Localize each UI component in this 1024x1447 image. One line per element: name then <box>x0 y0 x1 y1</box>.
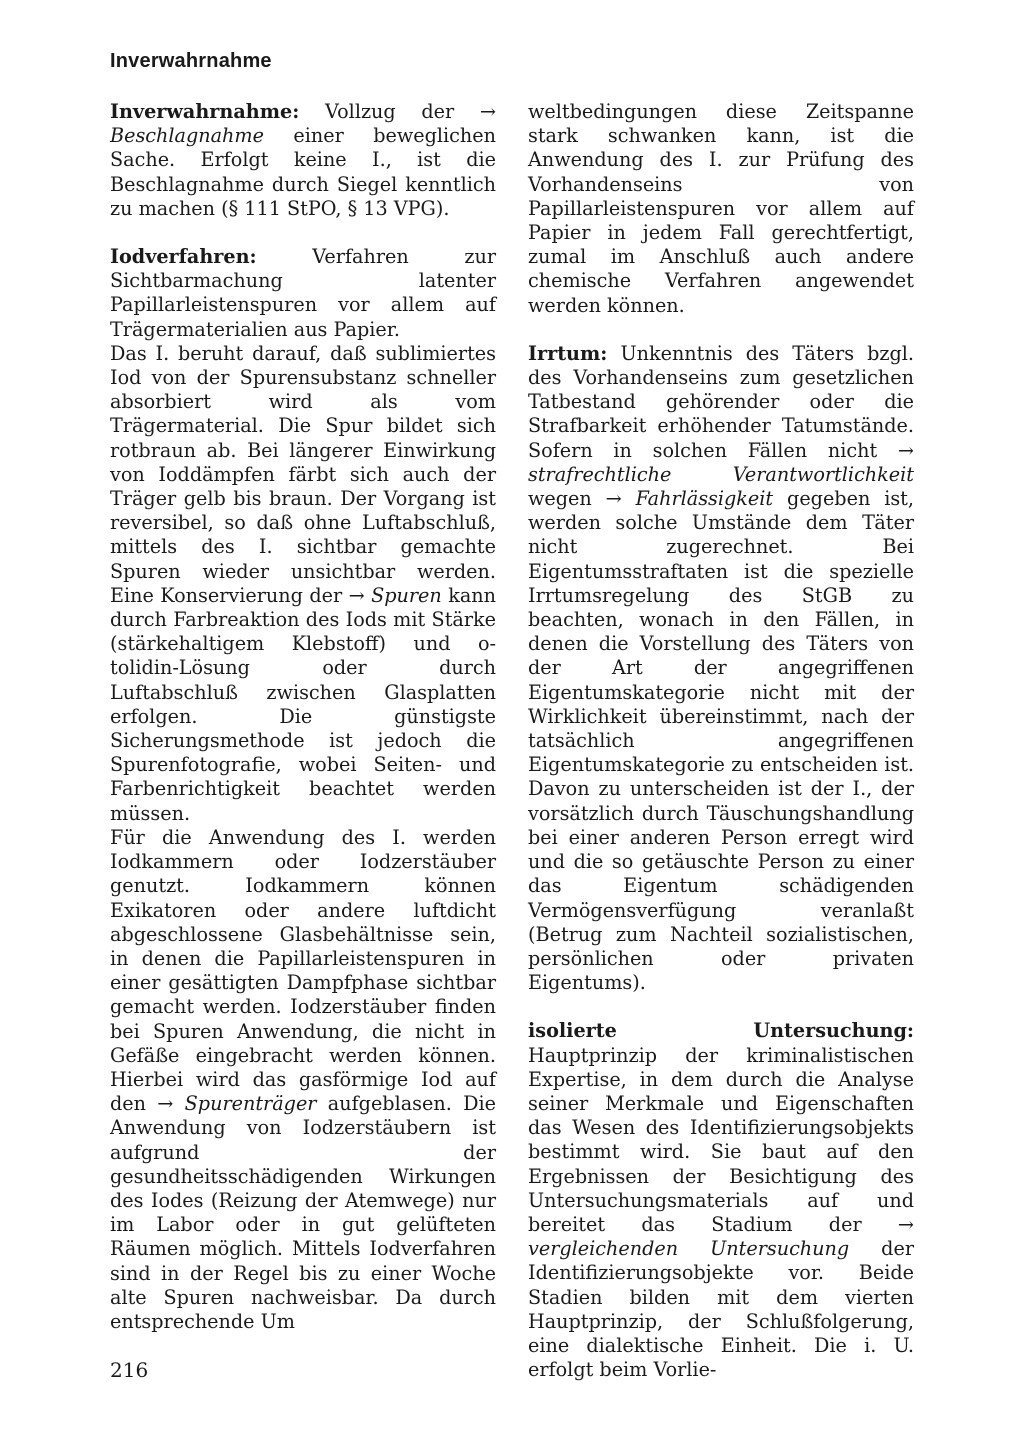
entry-isolierte-untersuchung <box>528 1019 914 1382</box>
right-column <box>528 100 914 1382</box>
entry-paragraph <box>528 342 914 995</box>
cross-reference: Spuren <box>364 583 442 607</box>
cross-reference-arrow: → <box>605 487 622 511</box>
entry-text: Vollzug der <box>299 100 480 123</box>
entry-iodverfahren <box>110 245 496 1334</box>
entry-iodverfahren-continued <box>528 100 914 318</box>
cross-reference: Spurenträger <box>173 1092 317 1116</box>
entry-text: wegen <box>528 487 606 511</box>
entry-paragraph <box>528 1019 914 1382</box>
entry-text: aufgeblasen. Die Anwendung von Iodzerstäubern ist aufgrund der gesundheitsschädigenden Wirkungen des Iodes (Reizung der Atemwege) nur im Labor oder in gut gelüfteten Räumen möglich. Mittels Iodverfahren sind in der Regel bis zu einer Woche alte Spuren nachweisbar. Da durch entsprechende Um <box>110 1092 496 1333</box>
entry-text: der Identifizierungsobjekte vor. Beide Stadien bilden mit dem vierten Hauptprinzip, der Schlußfolgerung, eine dialektische Einheit. Die i. U. erfolgt beim Vorlie- <box>528 1237 914 1382</box>
entry-text: kann durch Farbreaktion des Iods mit Stärke (stärkehaltigem Klebstoff) und o-tolidin-Lösung oder durch Luftabschluß zwischen Glasplatten erfolgen. Die günstigste Sicherungsmethode ist jedoch die Spurenfotografie, wobei Seiten- und Farbenrichtigkeit beachtet werden müssen. <box>110 583 496 825</box>
cross-reference: strafrechtliche Verantwortlichkeit <box>528 462 914 486</box>
page-number: 216 <box>110 1358 149 1382</box>
cross-reference: Fahrlässigkeit <box>621 487 774 511</box>
entry-paragraph <box>110 826 496 1334</box>
cross-reference-arrow: → <box>897 1212 914 1236</box>
entry-paragraph <box>110 342 496 826</box>
entry-inverwahrnahme <box>110 100 496 221</box>
entry-paragraph <box>110 100 496 221</box>
entry-irrtum <box>528 342 914 995</box>
cross-reference-arrow: → <box>897 438 914 462</box>
left-column <box>110 100 496 1334</box>
entry-term: Iodverfahren: <box>110 245 257 269</box>
entry-paragraph <box>528 100 914 318</box>
entry-text: Unkenntnis des Täters bzgl. des Vorhandenseins zum gesetzlichen Tatbestand gehörender oder die Strafbarkeit erhöhender Tatumstände. Sofern in solchen Fällen nicht <box>528 341 914 462</box>
cross-reference: vergleichenden Untersuchung <box>528 1237 850 1261</box>
entry-text: Hauptprinzip der kriminalistischen Expertise, in dem durch die Analyse seiner Merkmale und Eigenschaften das Wesen des Identifizierungsobjekts bestimmt wird. Sie baut auf den Ergebnissen der Besichtigung des Untersuchungsmaterials auf und bereitet das Stadium der <box>528 1043 914 1236</box>
cross-reference-arrow: → <box>479 100 496 123</box>
entry-term: isolierte Untersuchung: <box>528 1019 914 1043</box>
cross-reference-arrow: → <box>157 1092 174 1116</box>
entry-text: Für die Anwendung des I. werden Iodkammern oder Iodzerstäuber genutzt. Iodkammern können Exikatoren oder andere luftdicht abgeschlossene Glasbehältnisse sein, in denen die Papillarleistenspuren in einer gesättigten Dampfphase sichtbar gemacht werden. Iodzerstäuber finden bei Spuren Anwendung, die nicht in Gefäße eingebracht werden können. Hierbei wird das gasförmige Iod auf den <box>110 825 496 1116</box>
entry-term: Inverwahrnahme: <box>110 100 300 123</box>
entry-text: Verfahren zur Sichtbarmachung latenter Papillarleistenspuren vor allem auf Trägermaterialien aus Papier. <box>110 245 496 341</box>
entry-paragraph <box>110 245 496 342</box>
running-head: Inverwahrnahme <box>110 50 272 72</box>
entry-term: Irrtum: <box>528 341 608 365</box>
entry-text: gegeben ist, werden solche Umstände dem Täter nicht zugerechnet. Bei Eigentumsstraftaten ist die spezielle Irrtumsregelung des StGB zu beachten, wonach in den Fällen, in denen die Vorstellung des Täters von der Art der angegriffenen Eigentumskategorie nicht mit der Wirklichkeit übereinstimmt, nach der tatsächlich angegriffenen Eigentumskategorie zu entscheiden ist. Davon zu unterscheiden ist der I., der vorsätzlich durch Täuschungshandlung bei einer anderen Person erregt wird und die so getäuschte Person zu einer das Eigentum schädigenden Vermögensverfügung veranlaßt (Betrug zum Nachteil sozialistischen, persönlichen oder privaten Eigentums). <box>528 487 914 995</box>
cross-reference: Beschlagnahme <box>110 124 264 148</box>
entry-text: Das I. beruht darauf, daß sublimiertes Iod von der Spurensubstanz schneller absorbiert wird als vom Trägermaterial. Die Spur bildet sich rotbraun ab. Bei längerer Einwirkung von Ioddämpfen färbt sich auch der Träger gelb bis braun. Der Vorgang ist reversibel, so daß ohne Luftabschluß, mittels des I. sichtbar gemachte Spuren wieder unsichtbar werden. Eine Konservierung der <box>110 341 496 607</box>
entry-text: einer beweglichen Sache. Erfolgt keine I., ist die Beschlagnahme durch Siegel kenntlich zu machen (§ 111 StPO, § 13 VPG). <box>110 124 496 220</box>
cross-reference-arrow: → <box>348 583 365 607</box>
entry-text: weltbedingungen diese Zeitspanne stark schwanken kann, ist die Anwendung des I. zur Prüfung des Vorhandenseins von Papillarleistenspuren vor allem auf Papier in jedem Fall gerechtfertigt, zumal im Anschluß auch andere chemische Verfahren angewendet werden können. <box>528 100 914 317</box>
